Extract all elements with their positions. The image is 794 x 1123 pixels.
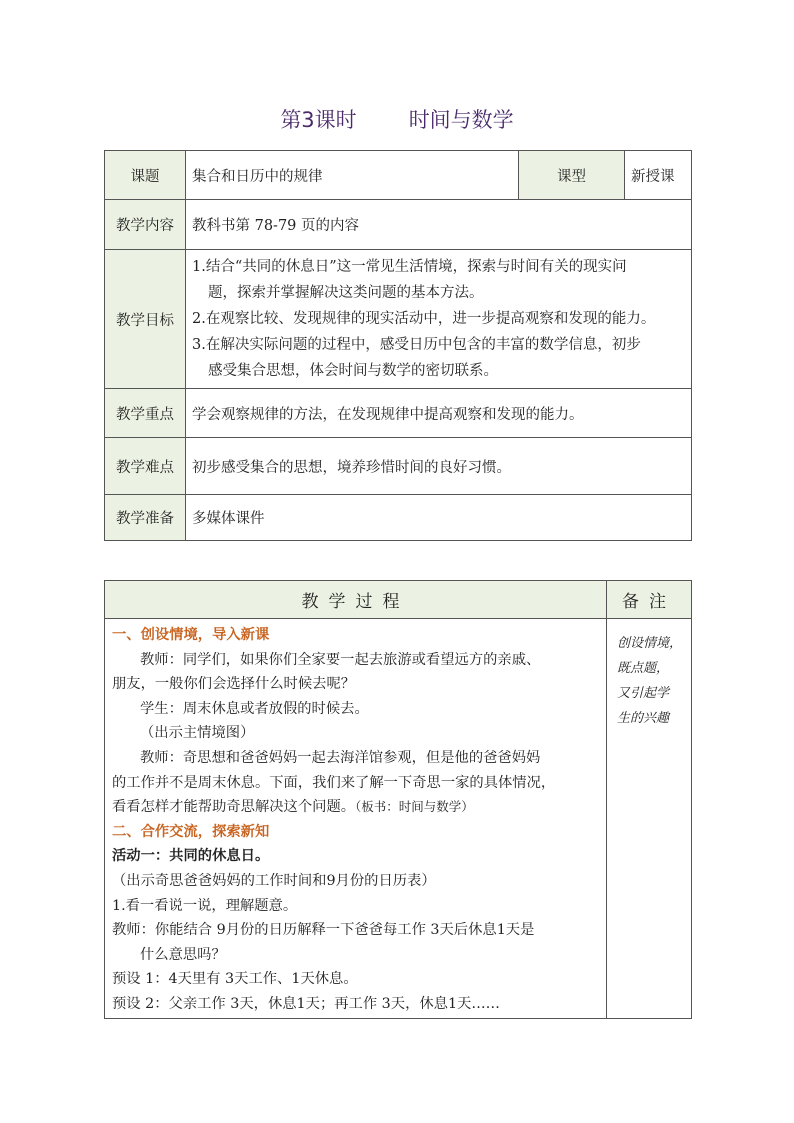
process-line: （出示主情境图）: [140, 725, 255, 742]
table-row: [105, 619, 692, 1019]
table-row: [105, 250, 692, 389]
notes-header: 备注: [607, 581, 692, 619]
goal-line: 感受集合思想，体会时间与数学的密切联系。: [208, 363, 498, 379]
section-heading: 一、创设情境，导入新课: [112, 627, 270, 643]
section-heading: 二、合作交流，探索新知: [112, 823, 270, 840]
process-line: 1.看一看说一说，理解题意。: [112, 897, 298, 914]
lesson-number: 第3课时: [280, 108, 357, 132]
goal-line: 2.在观察比较、发现规律的现实活动中，进一步提高观察和发现的能力。: [192, 311, 656, 327]
note-line: 创设情境，: [617, 636, 683, 651]
process-line: 预设 1：4天里有 3天工作、1天休息。: [112, 971, 358, 988]
process-line: 预设 2：父亲工作 3天，休息1天；再工作 3天，休息1天……: [112, 995, 500, 1012]
lesson-topic: 时间与数学: [408, 108, 514, 132]
process-line: 看看怎样才能帮助奇思解决这个问题。（板书：时间与数学）: [112, 799, 474, 816]
board-note: （板书：时间与数学）: [355, 799, 474, 815]
content-value: 教科书第 78-79 页的内容: [186, 200, 692, 250]
content-label: 教学内容: [105, 200, 186, 250]
difficult-point-value: 初步感受集合的思想，境养珍惜时间的良好习惯。: [186, 438, 692, 495]
goal-line: 3.在解决实际问题的过程中，感受日历中包含的丰富的数学信息，初步: [192, 337, 641, 353]
goal-line: 1.结合“共同的休息日”这一常见生活情境，探索与时间有关的现实问: [192, 259, 627, 275]
subject-label: 课题: [105, 151, 186, 200]
preparation-value: 多媒体课件: [186, 495, 692, 541]
type-value: 新授课: [625, 151, 692, 200]
table-row: [105, 438, 692, 495]
table-row: [105, 151, 692, 200]
subject-value: 集合和日历中的规律: [186, 151, 519, 200]
note-line: 既点题，: [617, 661, 670, 676]
note-line: 又引起学: [617, 686, 670, 701]
key-point-value: 学会观察规律的方法，在发现规律中提高观察和发现的能力。: [186, 389, 692, 438]
goal-line: 题，探索并掌握解决这类问题的基本方法。: [208, 285, 484, 301]
process-line: 的工作并不是周末休息。下面，我们来了解一下奇思一家的具体情况，: [112, 774, 556, 791]
page-title: [0, 104, 794, 134]
lesson-info-table: [104, 150, 692, 541]
notes-content: [607, 619, 692, 1019]
goals-value: [186, 250, 692, 389]
note-line: 生的兴趣: [617, 711, 670, 726]
process-line: 教师：你能结合 9月份的日历解释一下爸爸每工作 3天后休息1天是: [112, 922, 535, 939]
difficult-point-label: 教学难点: [105, 438, 186, 495]
process-line: （出示奇思爸爸妈妈的工作时间和9月份的日历表）: [112, 872, 436, 889]
table-row: [105, 389, 692, 438]
preparation-label: 教学准备: [105, 495, 186, 541]
activity-title: 活动一：共同的休息日。: [112, 848, 270, 865]
process-line: 教师：同学们，如果你们全家要一起去旅游或看望远方的亲戚、: [140, 651, 541, 668]
table-row: [105, 495, 692, 541]
process-line: 朋友，一般你们会选择什么时候去呢？: [112, 676, 356, 693]
process-line: 学生：周末休息或者放假的时候去。: [140, 700, 369, 717]
teaching-process-table: [104, 580, 692, 1019]
process-content: [105, 619, 607, 1019]
process-line: 什么意思吗？: [140, 946, 226, 963]
type-label: 课型: [519, 151, 625, 200]
process-header: 教学过程: [105, 581, 607, 619]
process-line: 教师：奇思想和爸爸妈妈一起去海洋馆参观，但是他的爸爸妈妈: [140, 749, 541, 766]
table-row: [105, 200, 692, 250]
key-point-label: 教学重点: [105, 389, 186, 438]
table-row: [105, 581, 692, 619]
goals-label: 教学目标: [105, 250, 186, 389]
